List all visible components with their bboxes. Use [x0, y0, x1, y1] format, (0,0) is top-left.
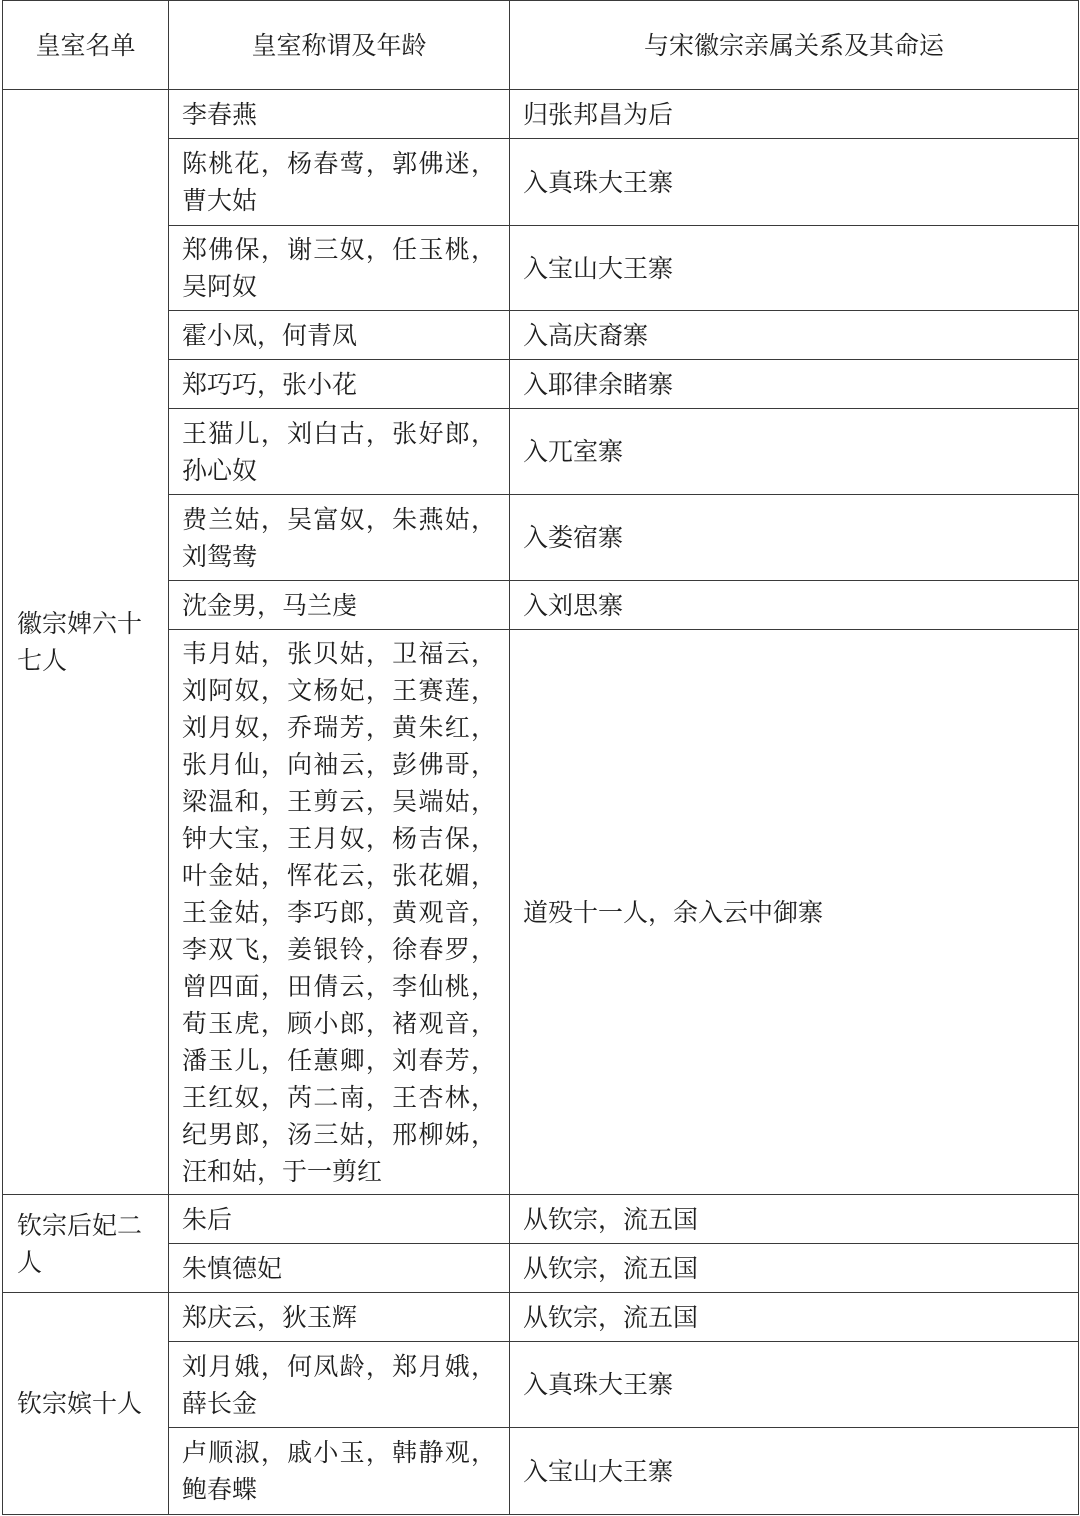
- fate-cell: 入娄宿寨: [510, 495, 1079, 581]
- names-cell: 王猫儿，刘白古，张好郎，孙心奴: [169, 409, 510, 495]
- names-cell: 李春燕: [169, 90, 510, 139]
- names-cell: 郑佛保，谢三奴，任玉桃，吴阿奴: [169, 226, 510, 311]
- header-title-age: 皇室称谓及年龄: [169, 1, 510, 90]
- fate-cell: 入耶律余睹寨: [510, 360, 1079, 409]
- fate-cell: 入宝山大王寨: [510, 226, 1079, 311]
- names-cell: 朱慎德妃: [169, 1244, 510, 1293]
- group-label-qinzong-consorts: 钦宗后妃二人: [3, 1195, 169, 1293]
- fate-cell: 入兀室寨: [510, 409, 1079, 495]
- fate-cell: 从钦宗，流五国: [510, 1195, 1079, 1244]
- names-cell: 郑巧巧，张小花: [169, 360, 510, 409]
- names-cell: 卢顺淑，戚小玉，韩静观，鲍春蝶: [169, 1428, 510, 1515]
- royal-family-table: [2, 0, 1079, 1515]
- fate-cell: 入宝山大王寨: [510, 1428, 1079, 1515]
- fate-cell: 入真珠大王寨: [510, 139, 1079, 226]
- header-relation-fate: 与宋徽宗亲属关系及其命运: [510, 1, 1079, 90]
- fate-cell: 道殁十一人，余入云中御寨: [510, 630, 1079, 1195]
- table-row: [3, 90, 1079, 139]
- fate-cell: 入刘思寨: [510, 581, 1079, 630]
- fate-cell: 入高庆裔寨: [510, 311, 1079, 360]
- table-row: [3, 1293, 1079, 1342]
- names-cell: 郑庆云，狄玉辉: [169, 1293, 510, 1342]
- names-cell: 韦月姑，张贝姑，卫福云，刘阿奴，文杨妃，王赛莲，刘月奴，乔瑞芳，黄朱红，张月仙，向袖云，彭佛哥，梁温和，王剪云，吴端姑，钟大宝，王月奴，杨吉保，叶金姑，恽花云，张花媚，王金姑，李巧郎，黄观音，李双飞，姜银铃，徐春罗，曾四面，田倩云，李仙桃，荀玉虎，顾小郎，褚观音，潘玉儿，任蕙卿，刘春芳，王红奴，芮二南，王杏林，纪男郎，汤三姑，邢柳姊，汪和姑，于一剪红: [169, 630, 510, 1195]
- group-label-huizong-maids: 徽宗婢六十七人: [3, 90, 169, 1195]
- group-label-qinzong-concubines: 钦宗嫔十人: [3, 1293, 169, 1515]
- fate-cell: 入真珠大王寨: [510, 1342, 1079, 1428]
- fate-cell: 归张邦昌为后: [510, 90, 1079, 139]
- header-roster: 皇室名单: [3, 1, 169, 90]
- names-cell: 刘月娥，何凤龄，郑月娥，薛长金: [169, 1342, 510, 1428]
- header-row: [3, 1, 1079, 90]
- names-cell: 沈金男，马兰虔: [169, 581, 510, 630]
- names-cell: 霍小凤，何青凤: [169, 311, 510, 360]
- names-cell: 陈桃花，杨春莺，郭佛迷，曹大姑: [169, 139, 510, 226]
- names-cell: 费兰姑，吴富奴，朱燕姑，刘鸳鸯: [169, 495, 510, 581]
- fate-cell: 从钦宗，流五国: [510, 1293, 1079, 1342]
- names-cell: 朱后: [169, 1195, 510, 1244]
- fate-cell: 从钦宗，流五国: [510, 1244, 1079, 1293]
- table-row: [3, 1195, 1079, 1244]
